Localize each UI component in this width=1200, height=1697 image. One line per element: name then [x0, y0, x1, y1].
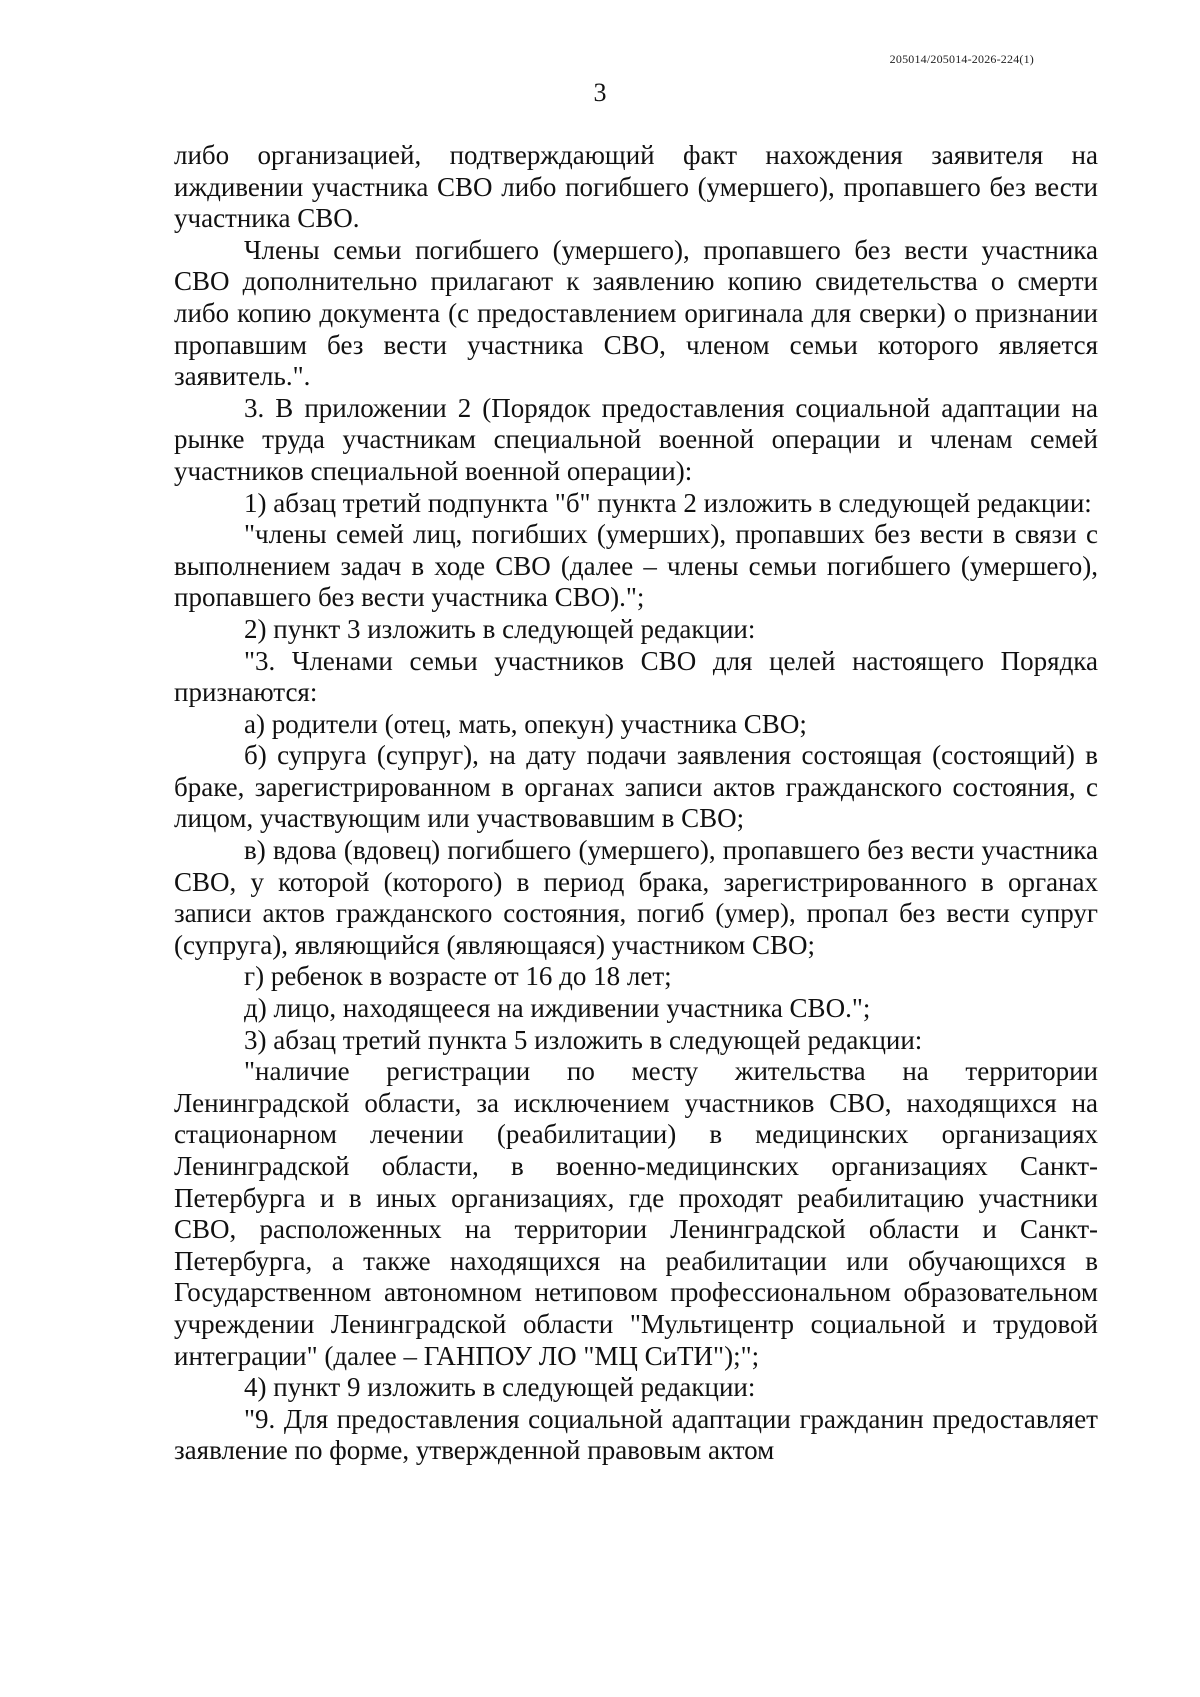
paragraph-subitem-3: 3) абзац третий пункта 5 изложить в следующей редакции: — [244, 1024, 923, 1055]
paragraph-quote-family: "члены семей лиц, погибших (умерших), пропавших без вести в связи с выполнением задач в ходе СВО (далее – члены семьи погибшего (умершего), пропавшего без вести участника СВО)."; — [174, 519, 1098, 613]
paragraph-letter-b: б) супруга (супруг), на дату подачи заявления состоящая (состоящий) в браке, зарегистрированном в органах записи актов гражданского состояния, с лицом, участвующим или участвовавшим в СВО; — [174, 740, 1098, 834]
paragraph-subitem-2: 2) пункт 3 изложить в следующей редакции: — [244, 613, 756, 644]
paragraph-letter-v: в) вдова (вдовец) погибшего (умершего), пропавшего без вести участника СВО, у которой (которого) в период брака, зарегистрированного в органах записи актов гражданского состояния, погиб (умер), пропал без вести супруг (супруга), являющийся (являющаяся) участником СВО; — [174, 835, 1098, 960]
paragraph-quote-point-9: "9. Для предоставления социальной адаптации гражданин предоставляет заявление по форме, утвержденной правовым актом — [174, 1403, 1098, 1466]
paragraph-item-3: 3. В приложении 2 (Порядок предоставления социальной адаптации на рынке труда участникам специальной военной операции и членам семей участников специальной военной операции): — [174, 392, 1098, 486]
paragraph-subitem-4: 4) пункт 9 изложить в следующей редакции: — [244, 1372, 756, 1403]
paragraph-continuation: либо организацией, подтверждающий факт нахождения заявителя на иждивении участника СВО либо погибшего (умершего), пропавшего без вести участника СВО. — [174, 140, 1098, 234]
paragraph-family-members: Члены семьи погибшего (умершего), пропавшего без вести участника СВО дополнительно прилагают к заявлению копию свидетельства о смерти либо копию документа (с предоставлением оригинала для сверки) о признании пропавшим без вести участника СВО, членом семьи которого является заявитель.". — [174, 234, 1098, 392]
paragraph-letter-d: д) лицо, находящееся на иждивении участника СВО."; — [244, 993, 871, 1024]
page-number: 3 — [593, 78, 607, 107]
paragraph-quote-point-3: "3. Членами семьи участников СВО для целей настоящего Порядка признаются: — [174, 645, 1098, 708]
paragraph-quote-registration: "наличие регистрации по месту жительства на территории Ленинградской области, за исключением участников СВО, находящихся на стационарном лечении (реабилитации) в медицинских организациях Ленинградской области, в военно-медицинских организациях Санкт-Петербурга и в иных организациях, где проходят реабилитацию участники СВО, расположенных на территории Ленинградской области и Санкт-Петербурга, а также находящихся на реабилитации или обучающихся в Государственном автономном нетиповом профессиональном образовательном учреждении Ленинградской области "Мультицентр социальной и трудовой интеграции" (далее – ГАНПОУ ЛО "МЦ СиТИ");"; — [174, 1056, 1098, 1371]
paragraph-letter-a: а) родители (отец, мать, опекун) участника СВО; — [244, 708, 807, 739]
paragraph-letter-g: г) ребенок в возрасте от 16 до 18 лет; — [244, 961, 672, 992]
document-id: 205014/205014-2026-224(1) — [889, 52, 1034, 66]
paragraph-subitem-1: 1) абзац третий подпункта "б" пункта 2 изложить в следующей редакции: — [244, 487, 1092, 518]
document-body — [174, 140, 1098, 1467]
